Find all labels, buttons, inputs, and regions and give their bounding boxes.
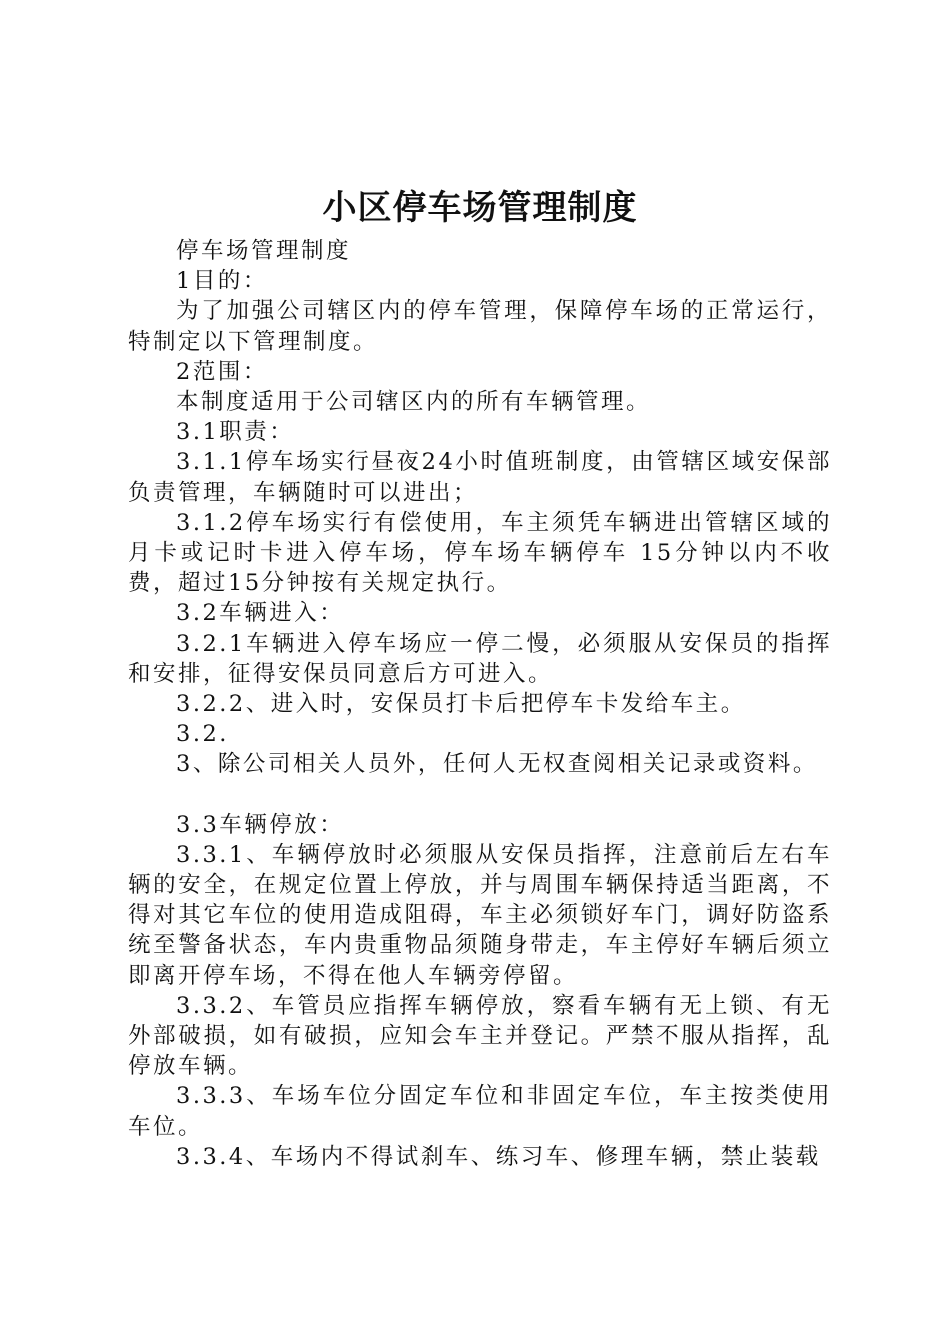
document-title: 小区停车场管理制度 [322,188,638,228]
paragraph: 停车场管理制度 [176,238,352,264]
paragraph: 3.3.1、车辆停放时必须服从安保员指挥，注意前后左右车辆的安全，在规定位置上停放，并与周围车辆保持适当距离，不得对其它车位的使用造成阻碍，车主必须锁好车门，调好防盗系统至警备状态，车内贵重物品须随身带走，车主停好车辆后须立即离开停车场，不得在他人车辆旁停留。 [128,841,832,989]
paragraph: 3.3.2、车管员应指挥车辆停放，察看车辆有无上锁、有无外部破损，如有破损，应知会车主并登记。严禁不服从指挥，乱停放车辆。 [128,992,832,1080]
document-body [128,236,832,1172]
paragraph: 为了加强公司辖区内的停车管理，保障停车场的正常运行，特制定以下管理制度。 [128,298,832,355]
paragraph: 3.2车辆进入： [176,600,345,627]
paragraph: 本制度适用于公司辖区内的所有车辆管理。 [176,389,652,416]
paragraph: 3.1.1停车场实行昼夜24小时值班制度，由管辖区域安保部负责管理，车辆随时可以进出； [128,449,832,506]
paragraph: 3.1.2停车场实行有偿使用，车主须凭车辆进出管辖区域的月卡或记时卡进入停车场，停车场车辆停车 15分钟以内不收费，超过15分钟按有关规定执行。 [128,509,832,597]
paragraph: 2范围： [176,358,268,385]
paragraph: 1目的： [176,268,268,295]
paragraph: 3.1职责： [176,419,295,446]
paragraph: 3.2.1车辆进入停车场应一停二慢，必须服从安保员的指挥和安排，征得安保员同意后方可进入。 [128,630,832,687]
paragraph: 3、除公司相关人员外，任何人无权查阅相关记录或资料。 [176,751,818,778]
paragraph: 3.2. [176,721,229,748]
paragraph: 3.3.4、车场内不得试刹车、练习车、修理车辆，禁止装载 [176,1143,821,1170]
paragraph: 3.3.3、车场车位分固定车位和非固定车位，车主按类使用车位。 [128,1083,832,1140]
paragraph: 3.2.2、进入时，安保员打卡后把停车卡发给车主。 [176,691,746,718]
paragraph: 3.3车辆停放： [176,811,345,838]
